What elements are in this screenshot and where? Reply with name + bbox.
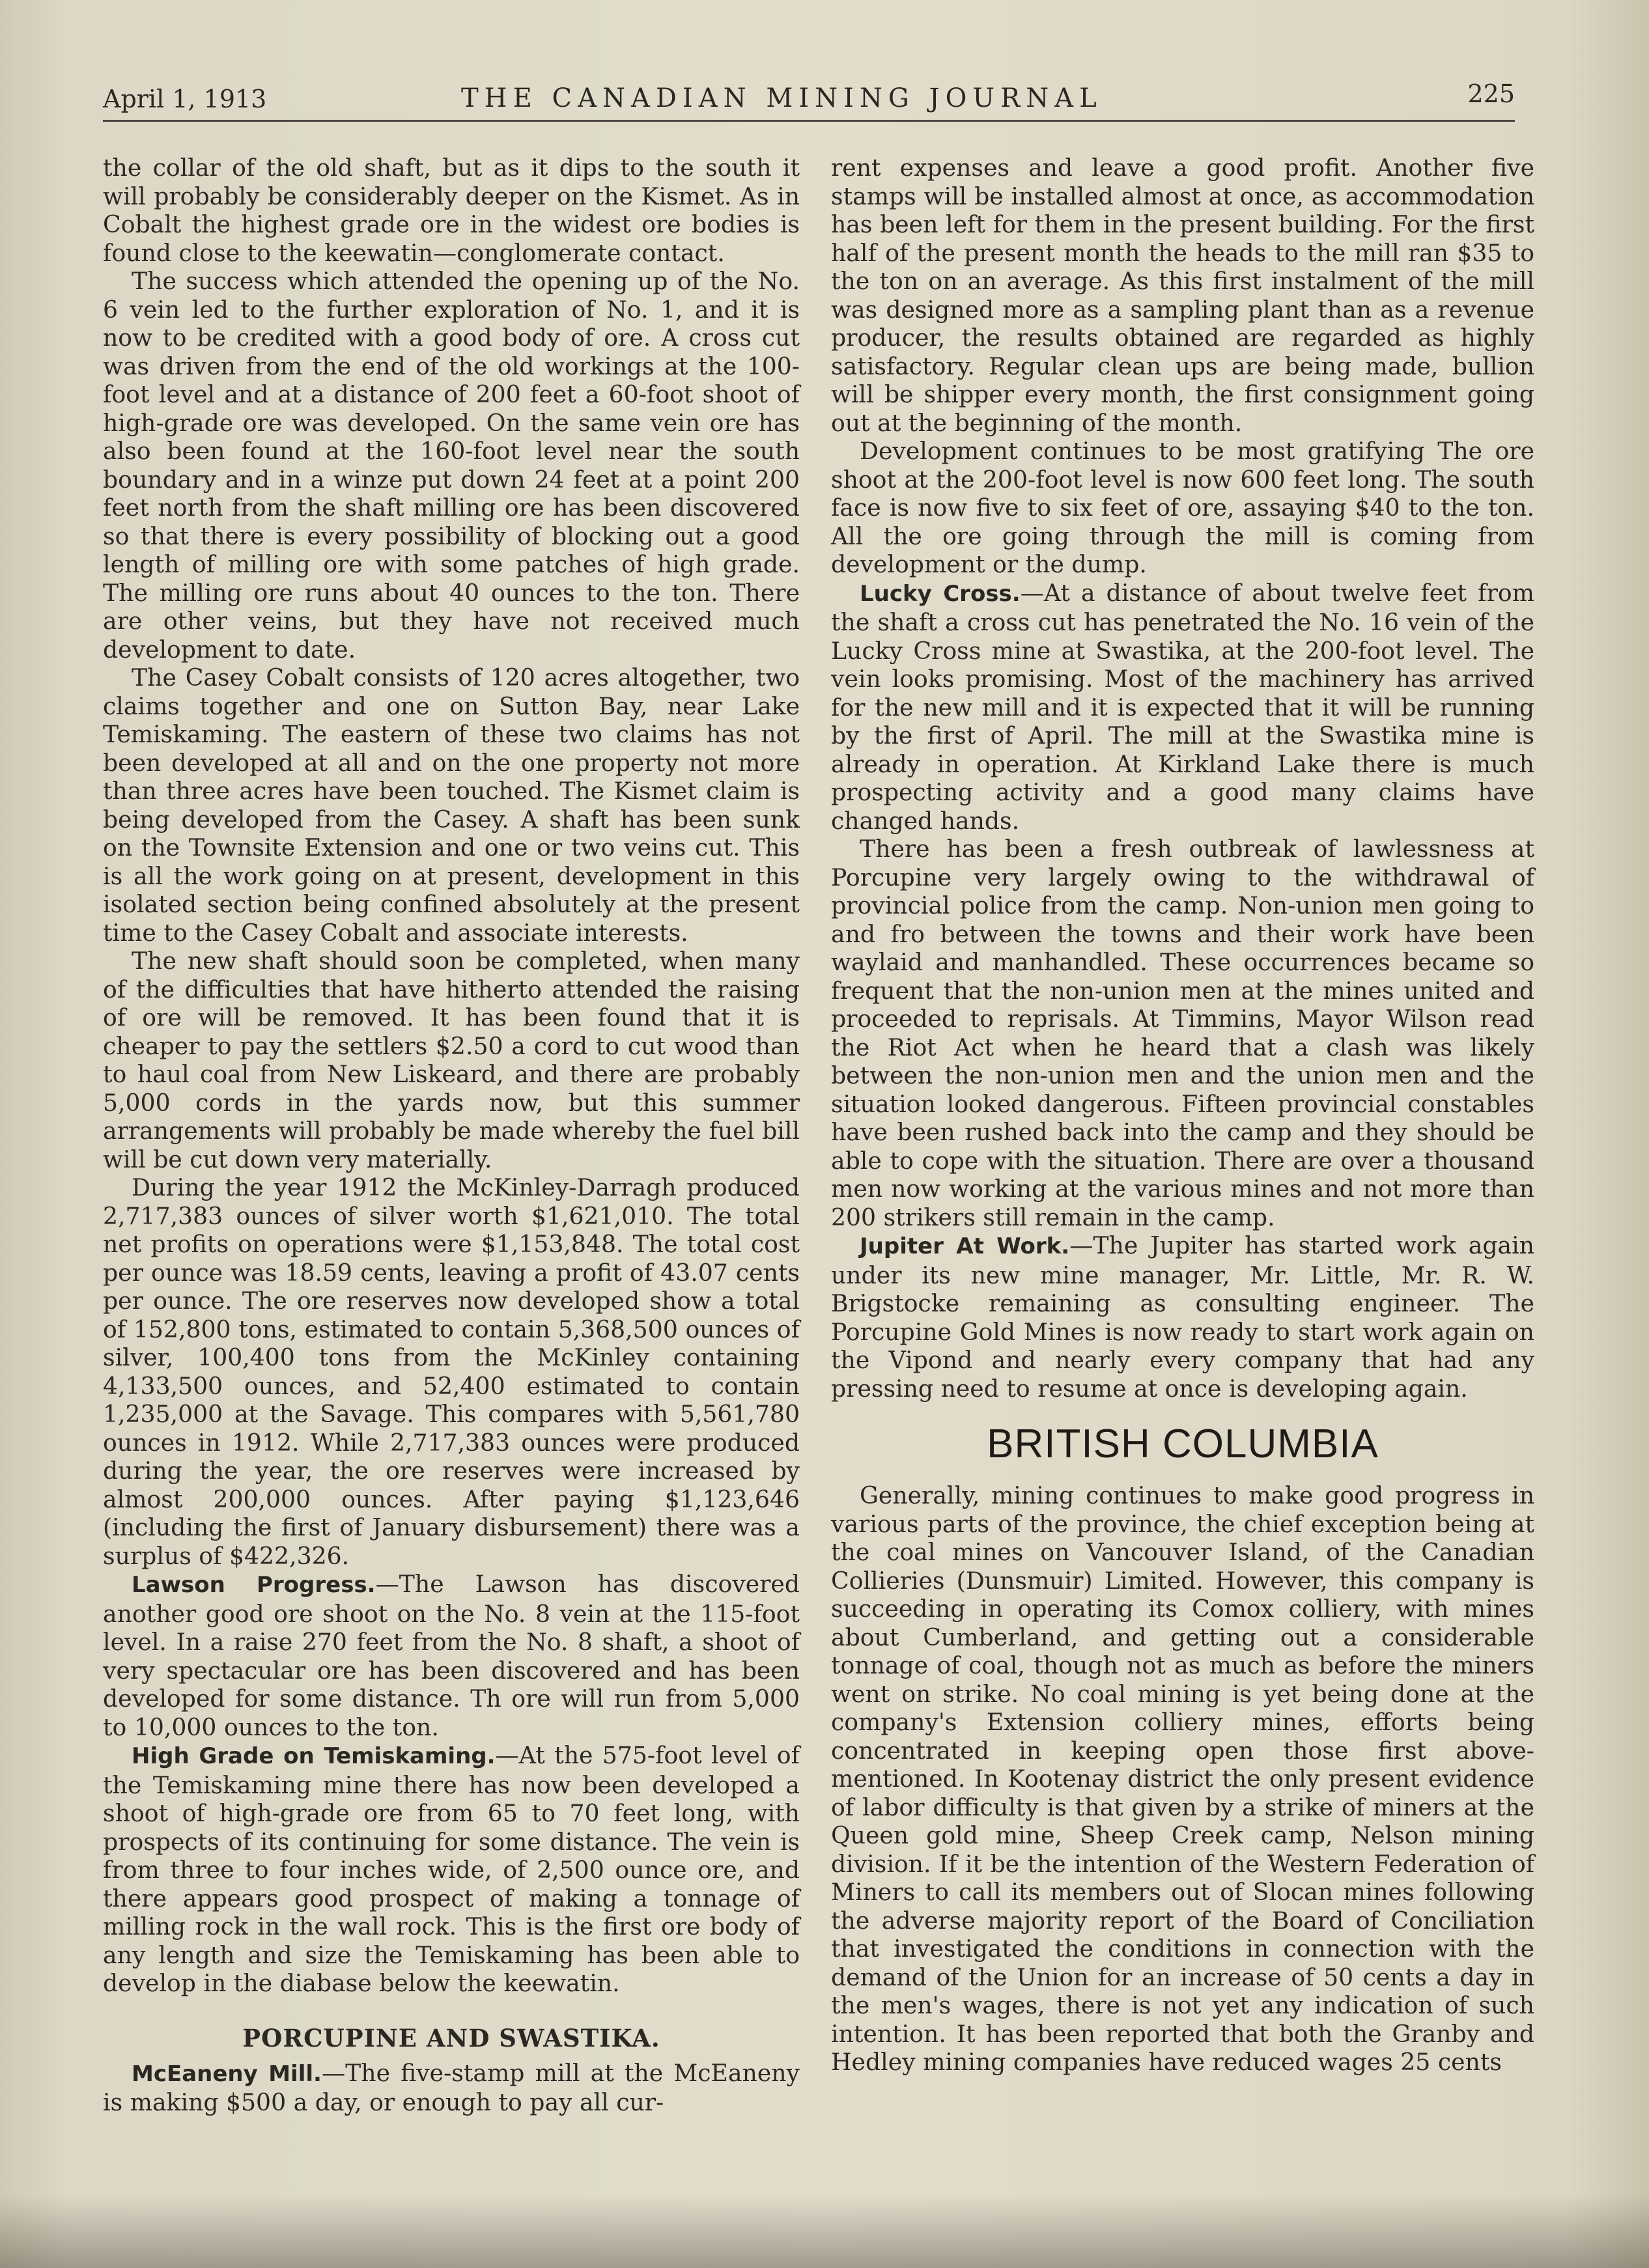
- paragraph-text: —The Lawson has discovered another good ore shoot on the No. 8 vein at the 115-foot level. In a raise 270 feet from the No. 8 shaft, a shoot of very spectacular ore has been discovered and has been developed for some distance. Th ore will run from 5,000 to 10,000 ounces to the ton.: [103, 1570, 800, 1741]
- paragraph-text: —At the 575-foot level of the Temiskaming mine there has now been developed a shoot of high-grade ore from 65 to 70 feet long, with prospects of its continuing for some distance. The vein is from three to four inches wide, of 2,500 ounce ore, and there appears good prospect of making a tonnage of milling rock in the wall rock. This is the first ore body of any length and size the Temiskaming has been able to develop in the diabase below the keewatin.: [103, 1741, 800, 1997]
- run-in-heading: McEaneny Mill.: [132, 2060, 322, 2087]
- paragraph: Development continues to be most gratifying The ore shoot at the 200-foot level is now 600 feet long. The south face is now five to six feet of ore, assaying $40 to the ton. All the ore going through the mill is coming from development or the dump.: [831, 437, 1534, 578]
- section-heading: BRITISH COLUMBIA: [987, 1421, 1379, 1466]
- paragraph: The new shaft should soon be completed, when many of the difficulties that have hitherto attended the raising of ore will be removed. It has been found that it is cheaper to pay the settlers $2.50 a cord to cut wood than to haul coal from New Liskeard, and there are probably 5,000 cords in the yards now, but this summer arrangements will probably be made whereby the fuel bill will be cut down very materially.: [103, 947, 800, 1173]
- paragraph: [103, 1741, 800, 1998]
- paragraph: [103, 1570, 800, 1741]
- paragraph: [103, 2059, 800, 2117]
- run-in-heading: High Grade on Temiskaming.: [132, 1743, 496, 1769]
- paragraph: There has been a fresh outbreak of lawlessness at Porcupine very largely owing to the withdrawal of provincial police from the camp. Non-union men going to and fro between the towns and their work have been waylaid and manhandled. These occurrences became so frequent that the non-union men at the mines united and proceeded to reprisals. At Timmins, Mayor Wilson read the Riot Act when he heard that a clash was likely between the non-union men and the union men and the situation looked dangerous. Fifteen provincial constables have been rushed back into the camp and they should be able to cope with the situation. There are over a thousand men now working at the various mines and not more than 200 strikers still remain in the camp.: [831, 835, 1534, 1231]
- paragraph: Generally, mining continues to make good progress in various parts of the province, the chief exception being at the coal mines on Vancouver Island, of the Canadian Collieries (Dunsmuir) Limited. However, this company is succeeding in operating its Comox colliery, with mines about Cumberland, and getting out a considerable tonnage of coal, though not as much as before the miners went on strike. No coal mining is yet being done at the company's Extension colliery mines, efforts being concentrated in keeping open those first above-mentioned. In Kootenay district the only present evidence of labor difficulty is that given by a strike of miners at the Queen gold mine, Sheep Creek camp, Nelson mining division. If it be the intention of the Western Federation of Miners to call its members out of Slocan mines following the adverse majority report of the Board of Conciliation that investigated the conditions in connection with the demand of the Union for an increase of 50 cents a day in the men's wages, there is not yet any indication of such intention. It has been reported that both the Granby and Hedley mining companies have reduced wages 25 cents: [831, 1481, 1534, 2076]
- paragraph: rent expenses and leave a good profit. Another five stamps will be installed almost at once, as accommodation has been left for them in the present building. For the first half of the present month the heads to the mill ran $35 to the ton on an average. As this first instalment of the mill was designed more as a sampling plant than as a revenue producer, the results obtained are regarded as highly satisfactory. Regular clean ups are being made, bullion will be shipper every month, the first consignment going out at the beginning of the month.: [831, 154, 1534, 437]
- paragraph: The success which attended the opening up of the No. 6 vein led to the further exploration of No. 1, and it is now to be credited with a good body of ore. A cross cut was driven from the end of the old workings at the 100-foot level and at a distance of 200 feet a 60-foot shoot of high-grade ore was developed. On the same vein ore has also been found at the 160-foot level near the south boundary and in a winze put down 24 feet at a point 200 feet north from the shaft milling ore has been discovered so that there is every possibility of blocking out a good length of milling ore with some patches of high grade. The milling ore runs about 40 ounces to the ton. There are other veins, but they have not received much development to date.: [103, 267, 800, 664]
- paragraph: [831, 579, 1534, 835]
- page-header: [103, 79, 1515, 122]
- page-number: 225: [1467, 79, 1515, 108]
- run-in-heading: Lawson Progress.: [132, 1572, 376, 1598]
- paragraph: the collar of the old shaft, but as it dips to the south it will probably be considerably deeper on the Kismet. As in Cobalt the highest grade ore in the widest ore bodies is found close to the keewatin—conglomerate contact.: [103, 154, 800, 267]
- section-subheading: PORCUPINE AND SWASTIKA.: [242, 2023, 660, 2052]
- paragraph-text: —The Jupiter has started work again under its new mine manager, Mr. Little, Mr. R. W. Brigstocke remaining as consulting engineer. The Porcupine Gold Mines is now ready to start work again on the Vipond and nearly every company that had any pressing need to resume at once is developing again.: [831, 1231, 1534, 1403]
- paragraph: [831, 1231, 1534, 1403]
- right-column: [831, 154, 1534, 2077]
- paragraph-text: —The five-stamp mill at the McEaneny is making $500 a day, or enough to pay all cur-: [103, 2058, 800, 2116]
- page-edge-shadow: [0, 2194, 1649, 2268]
- run-in-heading: Jupiter At Work.: [860, 1233, 1070, 1259]
- issue-date: April 1, 1913: [103, 85, 267, 113]
- paragraph: During the year 1912 the McKinley-Darragh produced 2,717,383 ounces of silver worth $1,621,010. The total net profits on operations were $1,153,848. The total cost per ounce was 18.59 cents, leaving a profit of 43.07 cents per ounce. The ore reserves now developed show a total of 152,800 tons, estimated to contain 5,368,500 ounces of silver, 100,400 tons from the McKinley containing 4,133,500 ounces, and 52,400 estimated to contain 1,235,000 at the Savage. This compares with 5,561,780 ounces in 1912. While 2,717,383 ounces were produced during the year, the ore reserves were increased by almost 200,000 ounces. After paying $1,123,646 (including the first of January disbursement) there was a surplus of $422,326.: [103, 1173, 800, 1570]
- paragraph-text: —At a distance of about twelve feet from the shaft a cross cut has penetrated the No. 16 vein of the Lucky Cross mine at Swastika, at the 200-foot level. The vein looks promising. Most of the machinery has arrived for the new mill and it is expected that it will be running by the first of April. The mill at the Swastika mine is already in operation. At Kirkland Lake there is much prospecting activity and a good many claims have changed hands.: [831, 578, 1534, 835]
- paragraph: The Casey Cobalt consists of 120 acres altogether, two claims together and one on Sutton Bay, near Lake Temiskaming. The eastern of these two claims has not been developed at all and on the one property not more than three acres have been touched. The Kismet claim is being developed from the Casey. A shaft has been sunk on the Townsite Extension and one or two veins cut. This is all the work going on at present, development in this isolated section being confined absolutely at the present time to the Casey Cobalt and associate interests.: [103, 664, 800, 947]
- left-column: [103, 154, 800, 2117]
- journal-title: THE CANADIAN MINING JOURNAL: [461, 83, 1103, 113]
- run-in-heading: Lucky Cross.: [860, 580, 1021, 607]
